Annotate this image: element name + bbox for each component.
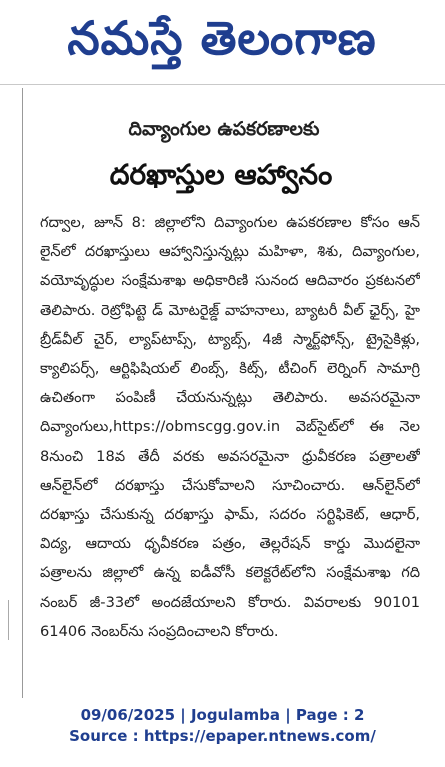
column-rule (22, 88, 23, 698)
footer-source-link[interactable]: Source : https://epaper.ntnews.com/ (69, 727, 376, 745)
article-headline: దరఖాస్తుల ఆహ్వానం (109, 158, 333, 191)
masthead-divider (0, 84, 445, 85)
article-body: గద్వాల, జూన్ 8: జిల్లాలోని దివ్యాంగుల ఉపకరణాల కోసం ఆన్ లైన్‌లో దరఖాస్తులు ఆహ్వానిస్తున్నట్లు మహిళా, శిశు, దివ్యాంగుల, వయోవృద్ధుల సంక్షేమశాఖ అధికారిణి సునంద ఆదివారం ప్రకటనలో తెలిపారు. రెట్రోఫిట్టె డ్‌ మోటరైజ్డ్ వాహనాలు, బ్యాటరీ వీల్ ఛైర్స్, హై బ్రీడ్‌వీల్ చైర్, ల్యాప్‌టాప్స్, ట్యాబ్స్, 4జీ స్మార్ట్‌ఫోన్స్, ట్రైసైకిళ్లు, క్యాలిపర్స్, ఆర్టిఫిషియల్ లింబ్స్, కిట్స్, టీచింగ్ లెర్నింగ్ సామాగ్రి ఉచితంగా పంపిణీ చేయనున్నట్లు తెలిపారు. అవసరమైనా దివ్యాంగులు,https://obmscgg.gov.in వెబ్‌సైట్‌లో ఈ నెల 8నుంచి 18వ తేదీ వరకు అవసరమైనా ధ్రువీకరణ పత్రాలతో ఆన్‌లైన్‌లో దరఖాస్తు చేసుకోవాలని సూచించారు. ఆన్‌లైన్‌లో దరఖాస్తు చేసుకున్న దరఖాస్తు ఫామ్, సదరం సర్టిఫికెట్, ఆధార్, విద్య, ఆదాయ ధృవీకరణ పత్రం, తెల్లరేషన్ కార్డు మొదలైనా పత్రాలను జిల్లాలో ఉన్న ఐడీవోసీ కలెక్టరేట్‌లోని సంక్షేమశాఖ గది నంబర్ జీ-33లో అందజేయాలని కోరారు. వివరాలకు 90101 61406 నెంబర్‌ను సంప్రదించాలని కోరారు. (40, 214, 420, 640)
article-kicker: దివ్యాంగుల ఉపకరణాలకు (128, 118, 320, 140)
footer-date-line: 09/06/2025 | Jogulamba | Page : 2 (80, 706, 365, 724)
newspaper-masthead: నమస్తే తెలంగాణ (67, 11, 377, 65)
column-rule-outer (8, 600, 9, 640)
